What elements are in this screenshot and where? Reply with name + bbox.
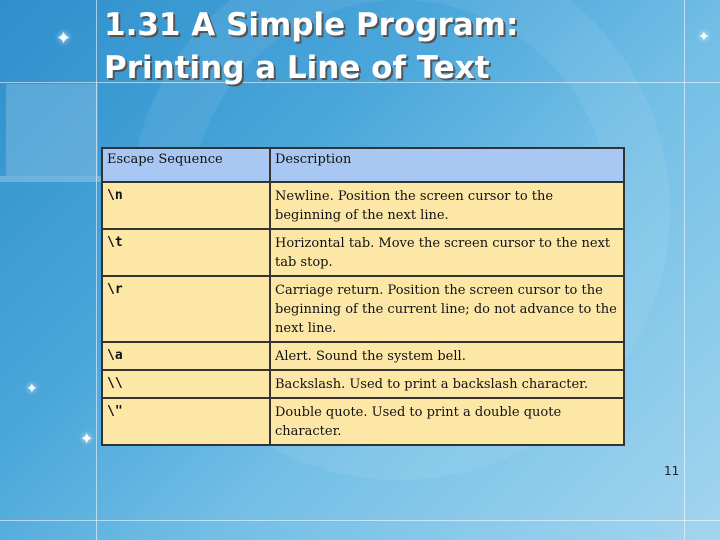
description-cell: Carriage return. Position the screen cursor to the beginning of the current line; do not advance to the next line. [270,276,624,342]
description-cell: Horizontal tab. Move the screen cursor to the next tab stop. [270,229,624,276]
sparkle-icon: ✦ [26,381,38,397]
table-row [102,370,624,398]
slide-title [104,4,704,90]
slide-title-line-2: Printing a Line of Text [104,50,490,86]
escape-sequence-cell: \t [102,229,270,276]
sparkle-icon: ✦ [80,429,94,448]
description-cell: Alert. Sound the system bell. [270,342,624,370]
table-header-row [102,148,624,182]
table-row [102,276,624,342]
table-row [102,342,624,370]
escape-sequence-cell: \r [102,276,270,342]
sparkle-icon: ✦ [56,28,72,49]
slide-title-line-1: 1.31 A Simple Program: [104,7,519,43]
escape-sequence-cell: \\ [102,370,270,398]
table-row [102,229,624,276]
background-horizontal-line [0,520,720,521]
escape-sequence-cell: \a [102,342,270,370]
escape-sequence-cell: \n [102,182,270,229]
description-cell: Newline. Position the screen cursor to the beginning of the next line. [270,182,624,229]
escape-sequence-cell: \" [102,398,270,445]
table-row [102,182,624,229]
background-band [0,176,110,182]
table-row [102,398,624,445]
escape-sequence-table [101,147,625,446]
table-header-description: Description [270,148,624,182]
background-square [6,84,98,176]
description-cell: Backslash. Used to print a backslash character. [270,370,624,398]
slide-number: 11 [664,464,680,478]
table-header-escape-sequence: Escape Sequence [102,148,270,182]
description-cell: Double quote. Used to print a double quote character. [270,398,624,445]
sparkle-icon: ✦ [698,29,710,45]
background-vertical-line [96,0,97,540]
